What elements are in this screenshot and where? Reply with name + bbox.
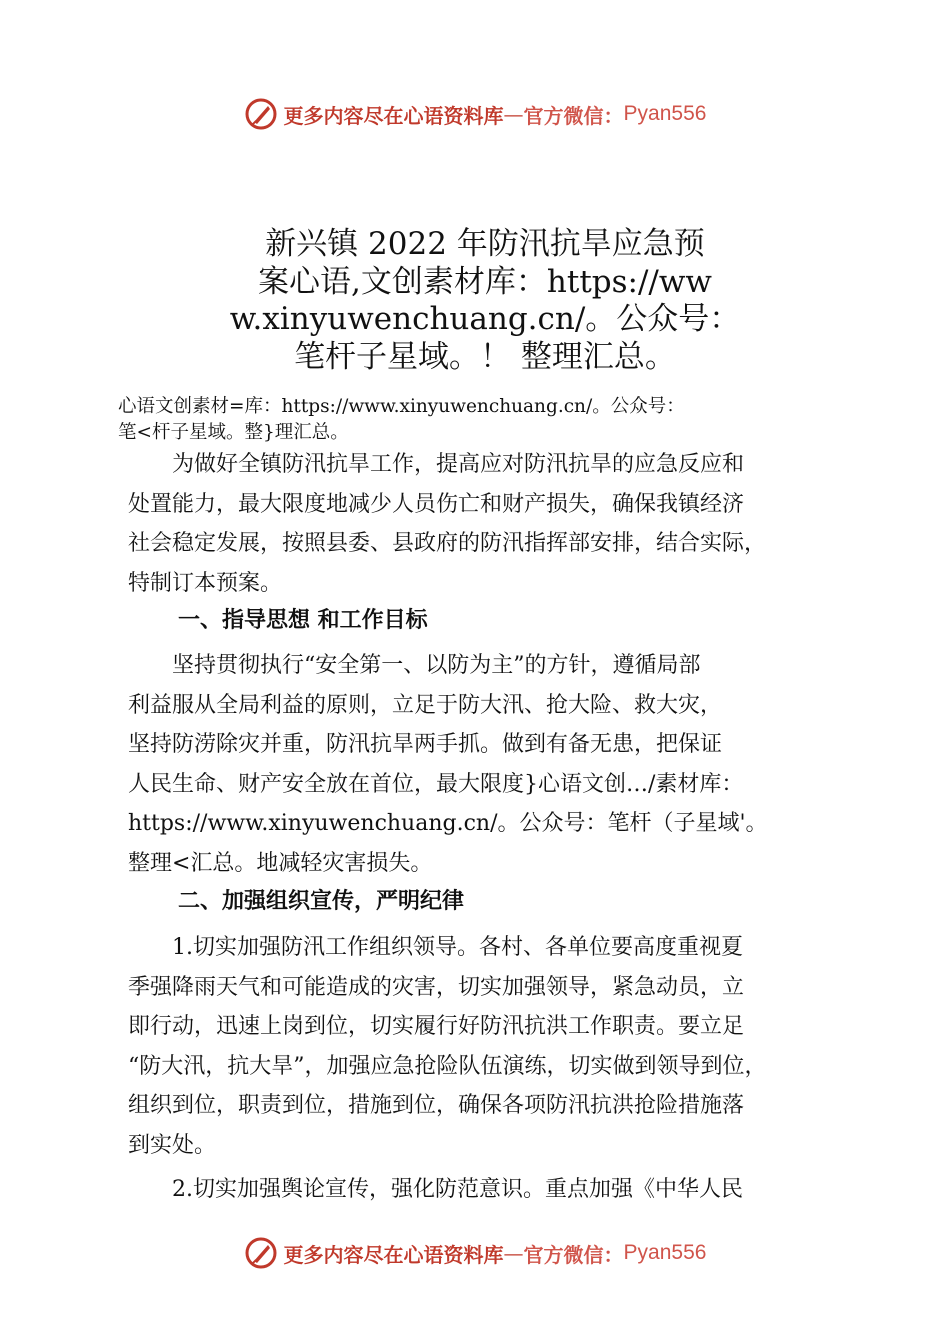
paragraph-line: 特制订本预案。	[128, 570, 283, 596]
paragraph-line: 处置能力，最大限度地减少人员伤亡和财产损失，确保我镇经济	[128, 491, 745, 517]
quill-logo-icon	[244, 1236, 278, 1270]
paragraph-line: 组织到位，职责到位，措施到位，确保各项防汛抗洪抢险措施落	[128, 1093, 745, 1119]
document-title	[120, 226, 850, 376]
paragraph-line: 季强降雨天气和可能造成的灾害，切实加强领导，紧急动员，立	[128, 974, 745, 1000]
paragraph-line: 即行动，迅速上岗到位，切实履行好防汛抗洪工作职责。要立足	[128, 1014, 745, 1040]
banner-slogan: 更多内容尽在心语资料库	[283, 103, 504, 128]
paragraph-line: 整理<汇总。地减轻灾害损失。	[128, 850, 433, 876]
notice-line: 心语文创素材=库：https://www.xinyuwenchuang.cn/。公众号：	[118, 396, 685, 417]
paragraph-line: 到实处。	[128, 1132, 217, 1158]
banner-wechat-label: 官方微信：	[523, 103, 624, 128]
notice-line: 笔<杆子星域。整}理汇总。	[118, 422, 349, 443]
paragraph-line: 1.切实加强防汛工作组织领导。各村、各单位要高度重视夏	[128, 935, 743, 960]
quill-logo-icon	[244, 97, 278, 131]
title-line: w.xinyuwenchuang.cn/。公众号：	[229, 301, 741, 337]
section-heading: 一、指导思想 和工作目标	[178, 608, 428, 633]
title-line: 新兴镇 2022 年防汛抗旱应急预	[265, 226, 705, 262]
paragraph-line: 为做好全镇防汛抗旱工作，提高应对防汛抗旱的应急反应和	[128, 452, 745, 477]
banner-slogan: 更多内容尽在心语资料库	[283, 1242, 504, 1267]
section2-item1-paragraph	[128, 928, 833, 1166]
banner-wechat-id: Pyan556	[623, 1241, 707, 1264]
paragraph-line: 2.切实加强舆论宣传，强化防范意识。重点加强《中华人民	[128, 1177, 743, 1202]
paragraph-line: “防大汛，抗大旱”，加强应急抢险队伍演练，切实做到领导到位，	[128, 1053, 767, 1079]
paragraph-line: 人民生命、财产安全放在首位，最大限度}心语文创…/素材库：	[128, 771, 744, 797]
banner-wechat-id: Pyan556	[623, 102, 707, 125]
footer-banner	[0, 1233, 950, 1273]
header-banner	[0, 94, 950, 134]
intro-paragraph	[128, 445, 833, 603]
paragraph-line: 坚持防涝除灾并重，防汛抗旱两手抓。做到有备无患，把保证	[128, 732, 723, 758]
banner-separator: —	[503, 1241, 524, 1265]
title-line: 案心语,文创素材库：https://ww	[258, 263, 712, 300]
paragraph-line: https://www.xinyuwenchuang.cn/。公众号：笔杆（子星域'。	[128, 811, 768, 837]
section1-paragraph	[128, 646, 833, 884]
banner-separator: —	[503, 102, 524, 126]
paragraph-line: 坚持贯彻执行“安全第一、以防为主”的方针，遵循局部	[128, 653, 701, 678]
section-heading: 二、加强组织宣传，严明纪律	[178, 889, 465, 914]
section2-item2-paragraph	[128, 1170, 833, 1210]
paragraph-line: 社会稳定发展，按照县委、县政府的防汛指挥部安排，结合实际，	[128, 531, 767, 557]
title-line: 笔杆子星域。！ 整理汇总。	[294, 338, 676, 375]
banner-wechat-label: 官方微信：	[523, 1242, 624, 1267]
paragraph-line: 利益服从全局利益的原则，立足于防大汛、抢大险、救大灾，	[128, 692, 723, 718]
